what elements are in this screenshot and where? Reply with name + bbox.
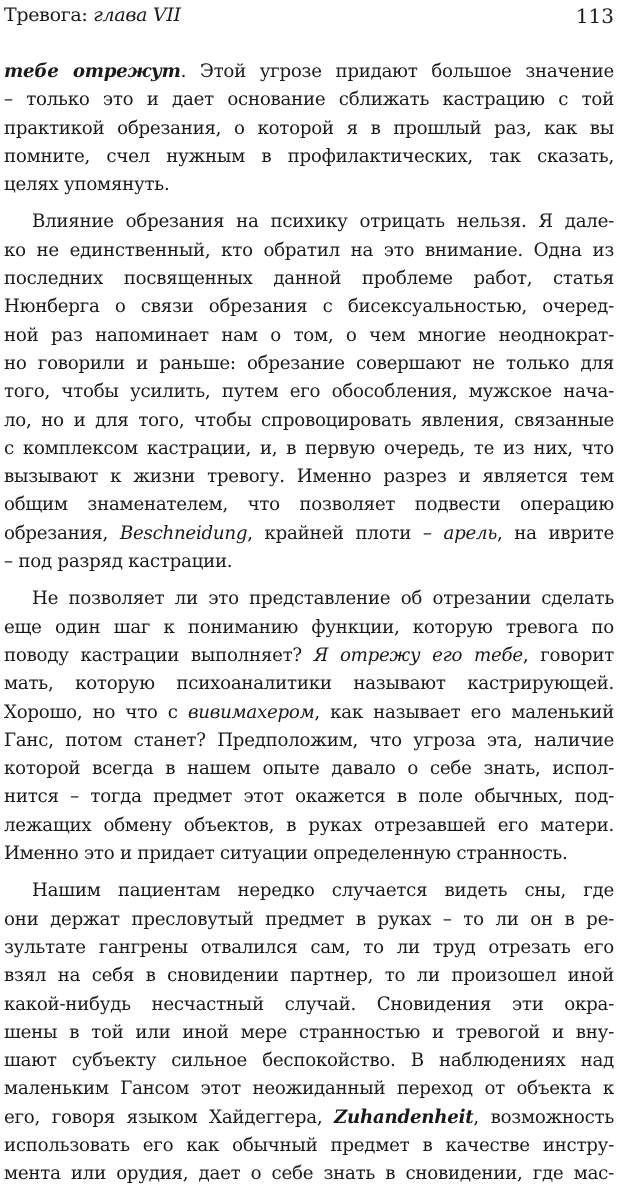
text-line: целях упомянуть. (4, 174, 170, 196)
text-line: тебе отрежут. Этой угрозе придают большое значение (4, 61, 614, 82)
page-number: 113 (575, 4, 614, 28)
text-line: они держат пресловутый предмет в руках – то ли он в ре- (4, 908, 614, 930)
text-line: ло, но и для того, чтобы спровоцировать явления, связанные (4, 409, 614, 431)
running-head (4, 4, 181, 26)
body-text (4, 58, 614, 1189)
foreign-term: Zuhandenheit (334, 1106, 474, 1128)
text-line: ной раз напоминает нам о том, о чем многие неоднократ- (4, 324, 614, 346)
text-line: – под разряд кастрации. (4, 551, 233, 573)
text-line: шают субъекту сильное беспокойство. В наблюдениях над (4, 1050, 614, 1072)
emphasis-text: вивимахером (187, 701, 315, 723)
text-line: Именно это и придает ситуации определенную странность. (4, 843, 568, 865)
text-line: которой всегда в нашем опыте давало о себе знать, испол- (4, 758, 614, 780)
text-line: Ганс, потом станет? Предположим, что угроза эта, наличие (4, 729, 614, 751)
text-line: Влияние обрезания на психику отрицать нельзя. Я дале- (32, 211, 614, 233)
text-line: маленьким Гансом этот неожиданный переход от объекта к (4, 1078, 614, 1100)
text-line: с комплексом кастрации, и, в первую очередь, те из них, что (4, 437, 614, 459)
text-line: зультате гангрены отвалился сам, то ли труд отрезать его (4, 936, 614, 958)
running-title: Тревога: (4, 4, 88, 26)
text-line: поводу кастрации выполняет? Я отрежу его тебе, говорит (4, 644, 614, 666)
text-line: того, чтобы усилить, путем его обособления, мужское нача- (4, 381, 614, 403)
emphasis-text: тебе отрежут (4, 61, 181, 82)
text-line: – только это и дает основание сближать кастрацию с той (4, 89, 614, 111)
text-line: вызывают к жизни тревогу. Именно разрез и является тем (4, 466, 614, 488)
text-line: обрезания, Beschneidung, крайней плоти – арель, на иврите (4, 522, 614, 544)
text-line: использовать его как обычный предмет в качестве инстру- (4, 1134, 614, 1156)
text-line: какой-нибудь несчастный случай. Сновидения эти окра- (4, 993, 614, 1015)
foreign-term: арель (443, 522, 497, 544)
text-line: последних посвященных данной проблеме работ, статья (4, 268, 614, 290)
text-line: мента или орудия, дает о себе знать в сновидении, где мас- (4, 1163, 614, 1185)
emphasis-text: Я отрежу его тебе (313, 644, 523, 666)
text-line: общим знаменателем, что позволяет подвести операцию (4, 494, 614, 516)
text-line: ко не единственный, кто обратил на это внимание. Одна из (4, 239, 614, 261)
text-line: Нюнберга о связи обрезания с бисексуальностью, очеред- (4, 296, 614, 318)
paragraph (4, 208, 614, 576)
text-line: его, говоря языком Хайдеггера, Zuhandenheit, возможность (4, 1106, 614, 1128)
page-header (4, 2, 614, 32)
text-line: Хорошо, но что с вивимахером, как называет его маленький (4, 701, 614, 723)
paragraph (4, 877, 614, 1188)
text-line: но говорили и раньше: обрезание совершают не только для (4, 352, 614, 374)
text-line: Нашим пациентам нередко случается видеть сны, где (32, 880, 614, 902)
foreign-term: Beschneidung (119, 522, 248, 544)
text-line: еще один шаг к пониманию функции, которую тревога по (4, 616, 614, 638)
text-line: помните, счел нужным в профилактических, так сказать, (4, 145, 614, 167)
text-line: лежащих обмену объектов, в руках отрезавшей его матери. (4, 814, 614, 836)
paragraph (4, 585, 614, 868)
chapter-label: глава VII (93, 4, 181, 26)
text-line: Не позволяет ли это представление об отрезании сделать (32, 588, 614, 610)
text-line: мать, которую психоаналитики называют кастрирующей. (4, 673, 614, 695)
text-line: нится – тогда предмет этот окажется в поле обычных, под- (4, 786, 614, 808)
text-line: шены в той или иной мере странностью и тревогой и вну- (4, 1021, 614, 1043)
text-line: практикой обрезания, о которой я в прошлый раз, как вы (4, 117, 614, 139)
paragraph (4, 58, 614, 199)
text-line: взял на себя в сновидении партнер, то ли произошел иной (4, 965, 614, 987)
